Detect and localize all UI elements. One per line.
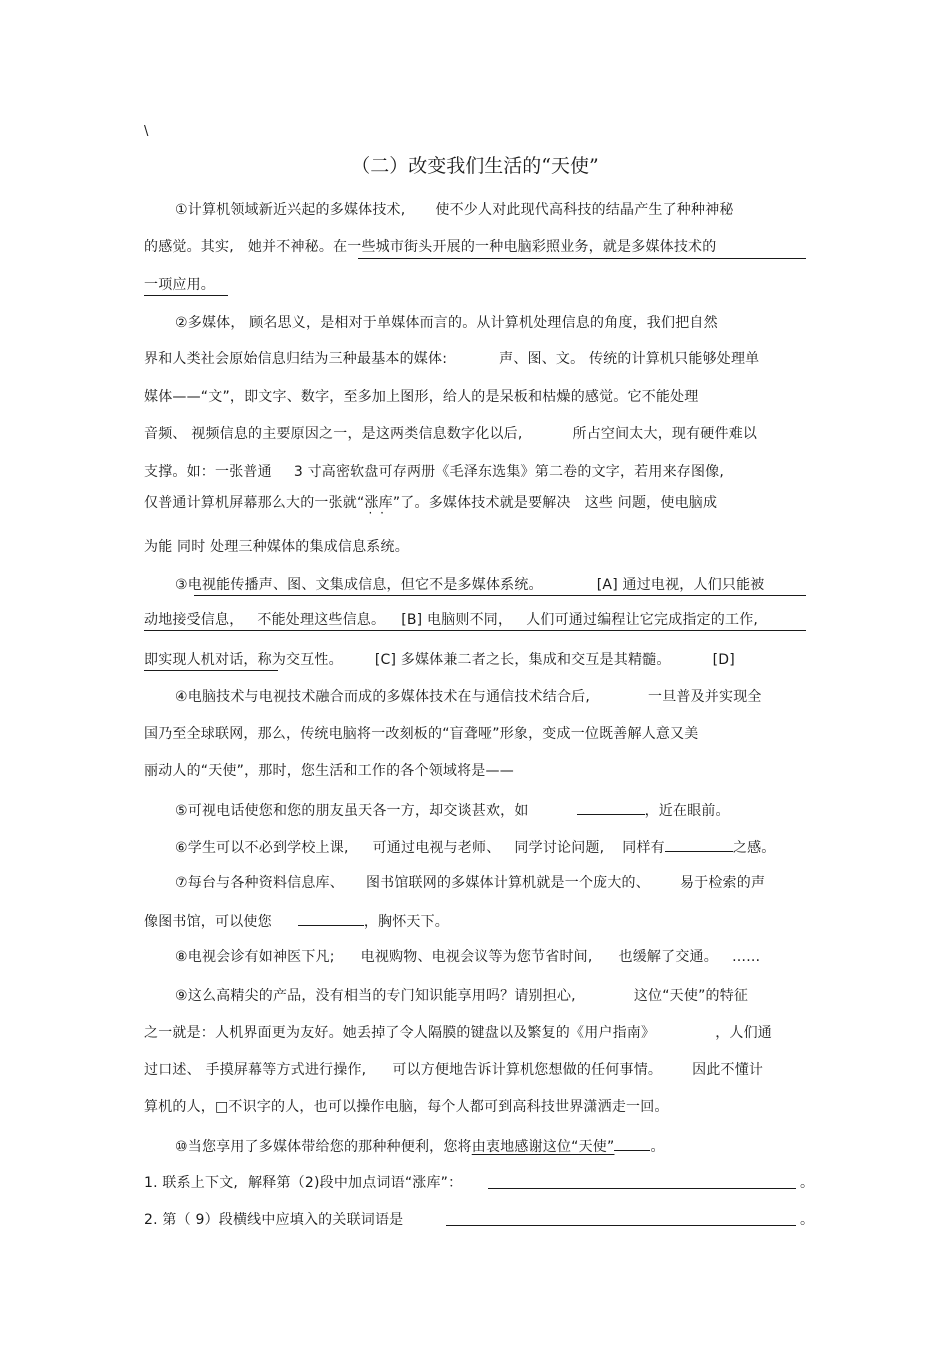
para-1-line-2: 的感觉。其实, 她并不神秘。在一些城市街头开展的一种电脑彩照业务，就是多媒体技术的 bbox=[144, 239, 717, 255]
underline-rule bbox=[358, 258, 806, 259]
para-3-line-2: 动地接受信息， 不能处理这些信息。 [B] 电脑则不同， 人们可通过编程让它完成指定的工作, bbox=[144, 612, 759, 628]
question-2: 2. 第（ 9）段横线中应填入的关联词语是 bbox=[144, 1212, 404, 1228]
para-1-line-1: ①计算机领域新近兴起的多媒体技术, 使不少人对此现代高科技的结晶产生了种种神秘 bbox=[175, 202, 734, 218]
para-8: ⑧电视会诊有如神医下凡; 电视购物、电视会议等为您节省时间, 也缓解了交通。 …… bbox=[175, 949, 761, 965]
answer-line[interactable] bbox=[488, 1174, 796, 1189]
para-4-line-1: ④电脑技术与电视技术融合而成的多媒体技术在与通信技术结合后, 一旦普及并实现全 bbox=[175, 689, 762, 705]
underlined-phrase: 由衷地感谢这位“天使” bbox=[471, 1139, 615, 1155]
underline-rule bbox=[144, 295, 228, 296]
fill-in-blank[interactable] bbox=[577, 800, 645, 815]
para-1-line-3: 一项应用。 bbox=[144, 277, 215, 293]
para-6: ⑥学生可以不必到学校上课, 可通过电视与老师、 同学讨论问题, 同样有 之感。 bbox=[175, 837, 776, 857]
para-2-line-2: 界和人类社会原始信息归结为三种最基本的媒体: 声、图、文。 传统的计算机只能够处理单 bbox=[144, 351, 760, 367]
fill-in-blank[interactable] bbox=[298, 911, 364, 926]
para-2-line-4: 音频、 视频信息的主要原因之一，是这两类信息数字化以后, 所占空间太大，现有硬件难以 bbox=[144, 426, 758, 442]
para-7-line-2: 像图书馆，可以使您 ，胸怀天下。 bbox=[144, 911, 449, 931]
para-7-line-1: ⑦每台与各种资料信息库、 图书馆联网的多媒体计算机就是一个庞大的、 易于检索的声 bbox=[175, 875, 766, 891]
para-9-line-4: 算机的人，□不识字的人，也可以操作电脑，每个人都可到高科技世界潇洒走一回。 bbox=[144, 1099, 669, 1115]
para-10: ⑩当您享用了多媒体带给您的那种种便利，您将由衷地感谢这位“天使” 。 bbox=[175, 1136, 665, 1156]
para-2-line-3: 媒体——“文”，即文字、数字，至多加上图形，给人的是呆板和枯燥的感觉。它不能处理 bbox=[144, 389, 699, 405]
underline-rule bbox=[144, 630, 806, 631]
para-2-line-5: 支撑。如：一张普通 3 寸高密软盘可存两册《毛泽东选集》第二卷的文字，若用来存图像, bbox=[144, 464, 725, 480]
answer-line[interactable] bbox=[446, 1211, 796, 1226]
para-4-line-3: 丽动人的“天使”，那时，您生活和工作的各个领域将是—— bbox=[144, 763, 514, 779]
para-9-line-3: 过口述、 手摸屏幕等方式进行操作, 可以方便地告诉计算机您想做的任何事情。 因此不懂计 bbox=[144, 1062, 764, 1078]
para-9-line-2: 之一就是：人机界面更为友好。她丢掉了令人隔膜的键盘以及繁复的《用户指南》 ，人们通 bbox=[144, 1025, 773, 1041]
para-9-line-1: ⑨这么高精尖的产品，没有相当的专门知识能享用吗？请别担心, 这位“天使”的特征 bbox=[175, 988, 749, 1004]
para-2-line-1: ②多媒体， 顾名思义，是相对于单媒体而言的。从计算机处理信息的角度，我们把自然 bbox=[175, 315, 718, 331]
stray-mark: \ bbox=[144, 124, 149, 139]
underlined-phrase: 在一些城市街头开展的一种电脑彩照业务，就是多媒体技术的 bbox=[333, 239, 717, 255]
para-3-line-3: 即实现人机对话，称为交互性。 [C] 多媒体兼二者之长，集成和交互是其精髓。 [D] bbox=[144, 652, 735, 668]
underline-rule bbox=[144, 670, 278, 671]
question-2-end: 。 bbox=[800, 1212, 815, 1228]
para-4-line-2: 国乃至全球联网，那么，传统电脑将一改刻板的“盲聋哑”形象，变成一位既善解人意又美 bbox=[144, 726, 699, 742]
dotted-term: 涨库 · · bbox=[364, 494, 392, 512]
para-3-line-1: ③电视能传播声、图、文集成信息，但它不是多媒体系统。 [A] 通过电视，人们只能被 bbox=[175, 577, 765, 593]
question-1: 1. 联系上下文, 解释第（2)段中加点词语“涨库”： bbox=[144, 1175, 463, 1191]
fill-in-blank[interactable] bbox=[665, 837, 733, 852]
para-2-line-6: 仅普通计算机屏幕那么大的一张就“涨库 · ·”了。多媒体技术就是要解决 这些 问题，使电脑成 bbox=[144, 494, 717, 512]
underline-rule bbox=[194, 595, 806, 596]
para-5: ⑤可视电话使您和您的朋友虽天各一方，却交谈甚欢，如 ，近在眼前。 bbox=[175, 800, 730, 820]
fill-in-blank[interactable] bbox=[614, 1136, 650, 1151]
question-1-end: 。 bbox=[800, 1175, 815, 1191]
page-title: （二）改变我们生活的“天使” bbox=[351, 155, 599, 177]
para-2-line-7: 为能 同时 处理三种媒体的集成信息系统。 bbox=[144, 539, 409, 555]
